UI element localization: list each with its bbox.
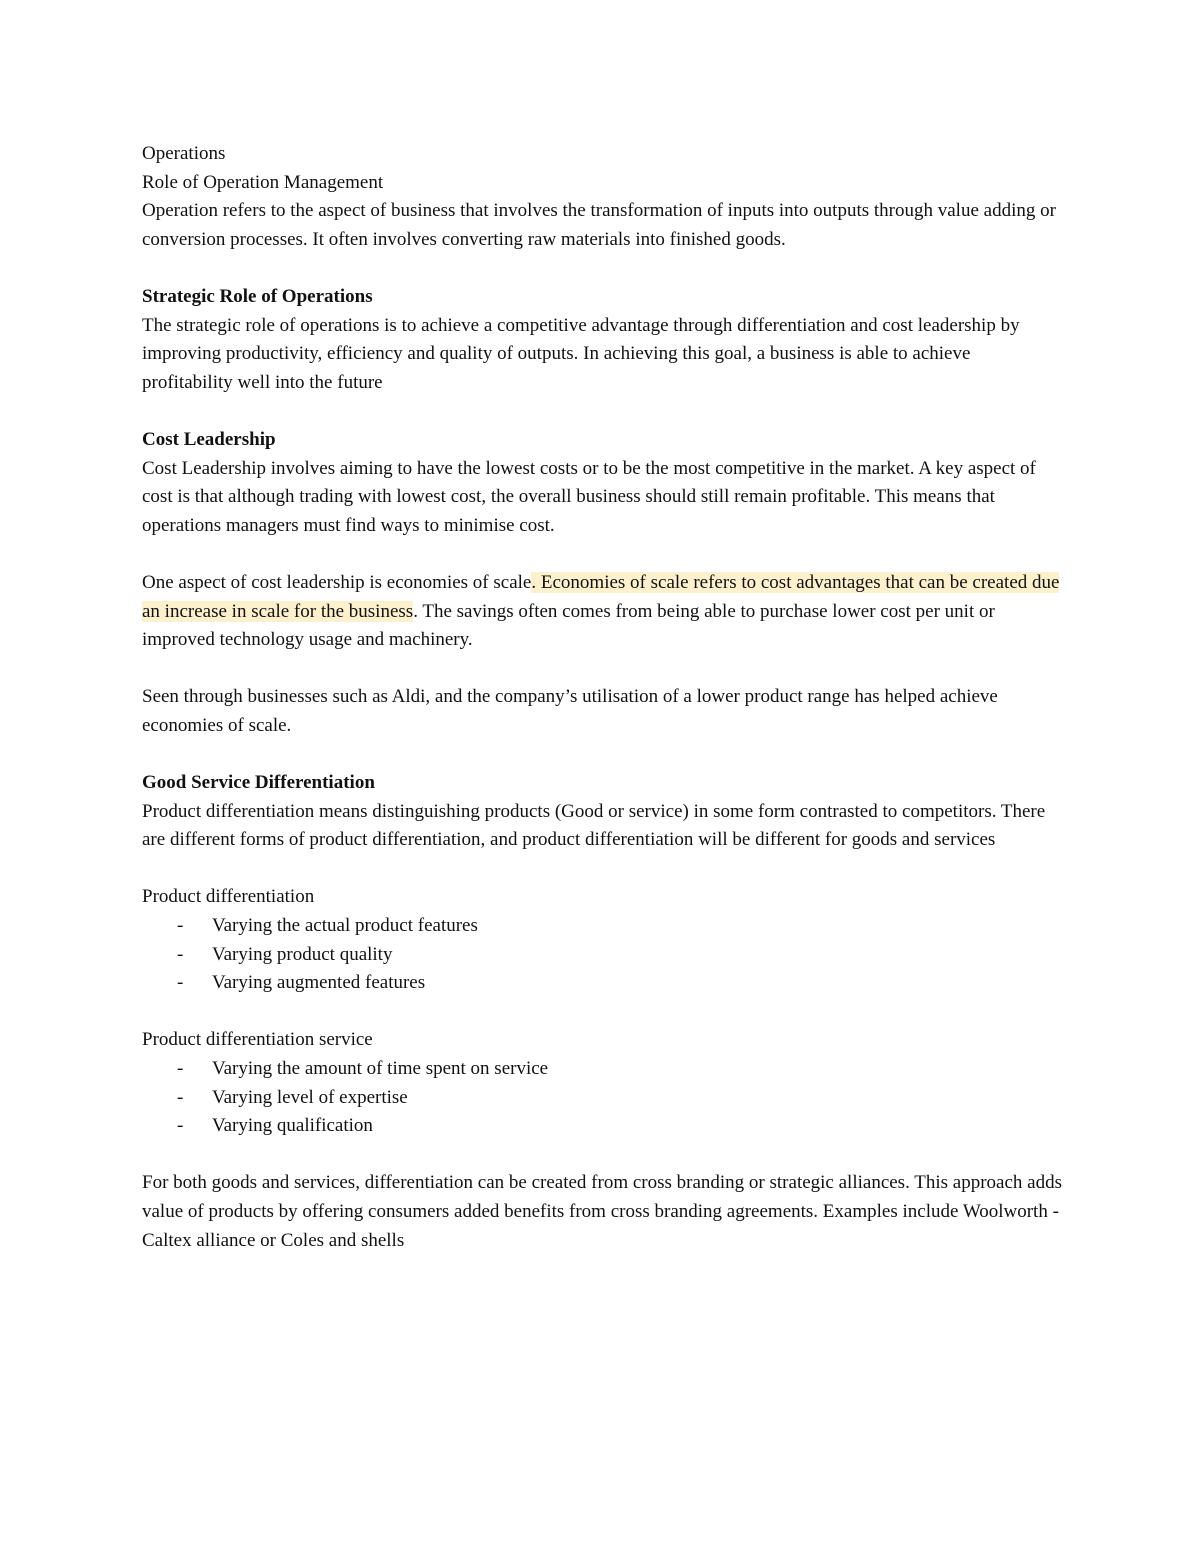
spacer [142,998,1062,1027]
spacer [142,397,1062,426]
strategic-heading: Strategic Role of Operations [142,285,373,307]
service-list-title: Product differentiation service [142,1029,373,1051]
list-item-text: Varying product quality [212,943,393,965]
dash-bullet: - [177,1086,184,1108]
intro-paragraph: Operation refers to the aspect of business that involves the transformation of inputs into outputs through value adding or conversion processes. It often involves converting raw materials into finished goods. [142,200,1056,250]
list-item-text: Varying level of expertise [212,1086,408,1108]
closing-paragraph: For both goods and services, differentiation can be created from cross branding or strategic alliances. This approach adds value of products by offering consumers added benefits from cross branding agreements. Examples include Woolworth - Caltex alliance or Coles and shells [142,1172,1062,1251]
goods-list-title: Product differentiation [142,886,315,908]
spacer [142,540,1062,569]
list-item-text: Varying the actual product features [212,915,478,937]
goods-list [142,912,1062,998]
dash-bullet: - [177,1115,184,1137]
dash-bullet: - [177,915,184,937]
scale-highlight: . Economies of scale refers to cost advantages that can be created due an increase in scale for the business [142,571,1060,622]
spacer [142,740,1062,769]
list-item [142,1112,1062,1141]
cost-paragraph: Cost Leadership involves aiming to have the lowest costs or to be the most competitive in the market. A key aspect of cost is that although trading with lowest cost, the overall business should still remain profitable. This means that operations managers must find ways to minimise cost. [142,457,1036,536]
cost-heading: Cost Leadership [142,428,276,450]
strategic-paragraph: The strategic role of operations is to achieve a competitive advantage through differentiation and cost leadership by improving productivity, efficiency and quality of outputs. In achieving this goal, a business is able to achieve profitability well into the future [142,314,1020,393]
list-item [142,1055,1062,1084]
list-item [142,1084,1062,1113]
list-item-text: Varying augmented features [212,972,426,994]
service-list [142,1055,1062,1141]
dash-bullet: - [177,943,184,965]
differentiation-paragraph: Product differentiation means distinguishing products (Good or service) in some form contrasted to competitors. There are different forms of product differentiation, and product differentiation will be different for goods and services [142,800,1046,851]
list-item [142,969,1062,998]
scale-text-after: . The savings often comes from being able to purchase lower cost per unit or improved technology usage and machinery. [142,600,995,651]
list-item [142,941,1062,970]
list-item-text: Varying the amount of time spent on service [212,1058,549,1079]
list-item-text: Varying qualification [212,1115,373,1137]
scale-paragraph [142,569,1062,655]
document-title: Operations [142,143,226,164]
spacer [142,1141,1062,1170]
dash-bullet: - [177,1058,184,1079]
spacer [142,855,1062,884]
spacer [142,254,1062,283]
differentiation-heading: Good Service Differentiation [142,772,375,794]
dash-bullet: - [177,972,184,994]
document-subtitle: Role of Operation Management [142,171,384,193]
document-page [142,140,1062,1255]
list-item [142,912,1062,941]
scale-text-before: One aspect of cost leadership is economies of scale [142,571,532,593]
aldi-paragraph: Seen through businesses such as Aldi, and the company’s utilisation of a lower product range has helped achieve economies of scale. [142,686,998,736]
spacer [142,655,1062,684]
